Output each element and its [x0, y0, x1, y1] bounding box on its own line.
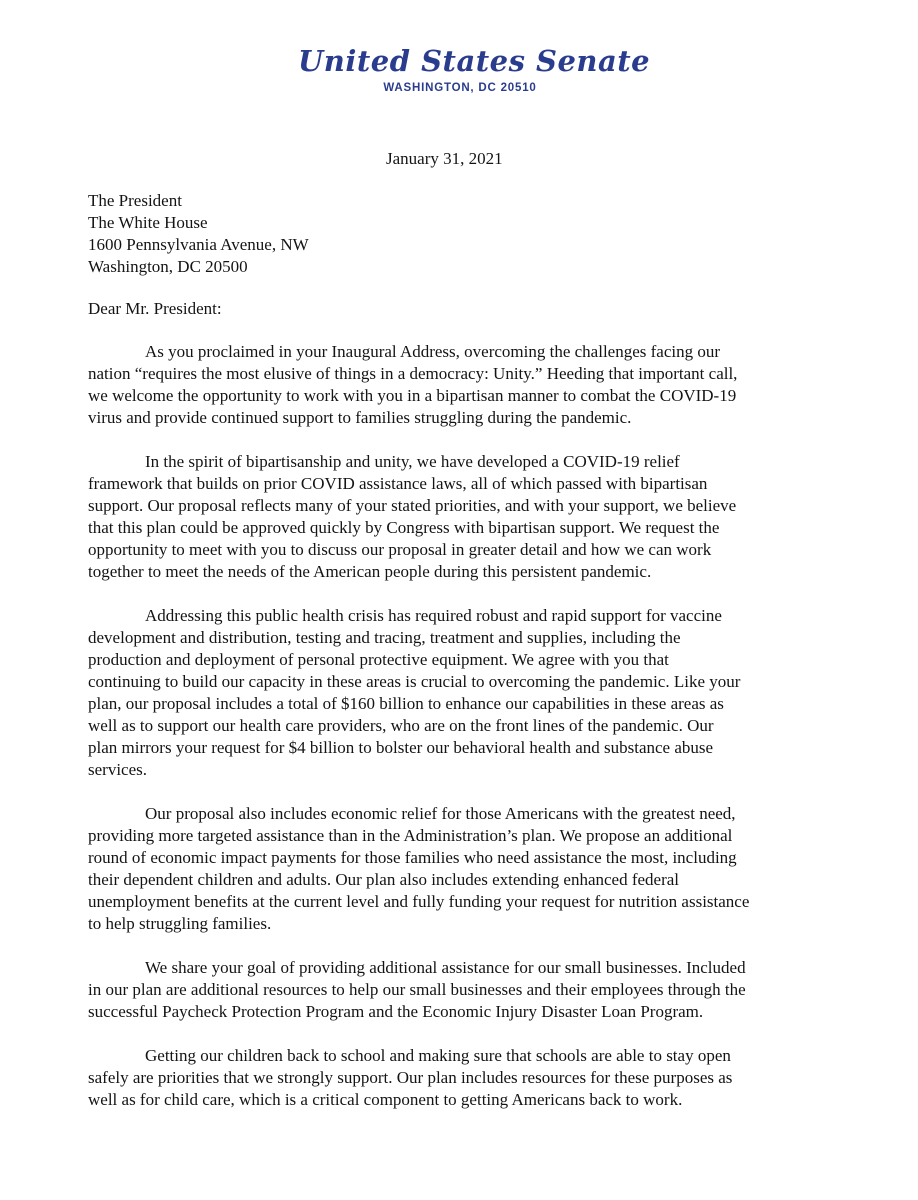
text-line: support. Our proposal reflects many of your stated priorities, and with your support, we believe [88, 496, 737, 515]
text-line: together to meet the needs of the American people during this persistent pandemic. [88, 562, 652, 581]
text-line: that this plan could be approved quickly by Congress with bipartisan support. We request the [88, 518, 720, 537]
paragraph-4 [88, 803, 824, 935]
text-line: In the spirit of bipartisanship and unity, we have developed a COVID-19 relief [145, 452, 680, 471]
text-line: production and deployment of personal protective equipment. We agree with you that [88, 650, 669, 669]
paragraph-5 [88, 957, 824, 1023]
text-line: we welcome the opportunity to work with you in a bipartisan manner to combat the COVID-19 [88, 386, 737, 405]
text-line: development and distribution, testing and tracing, treatment and supplies, including the [88, 628, 681, 647]
letter-body [88, 341, 824, 1133]
recipient-line: Washington, DC 20500 [88, 257, 248, 276]
text-line: to help struggling families. [88, 914, 272, 933]
text-line: safely are priorities that we strongly support. Our plan includes resources for these purposes as [88, 1068, 733, 1087]
text-line: Addressing this public health crisis has required robust and rapid support for vaccine [145, 606, 722, 625]
text-line: well as for child care, which is a critical component to getting Americans back to work. [88, 1090, 683, 1109]
text-line: in our plan are additional resources to help our small businesses and their employees through the [88, 980, 746, 999]
text-line: plan, our proposal includes a total of $160 billion to enhance our capabilities in these areas as [88, 694, 724, 713]
paragraph-2 [88, 451, 824, 583]
text-line: framework that builds on prior COVID assistance laws, all of which passed with bipartisan [88, 474, 708, 493]
recipient-line: The White House [88, 213, 208, 232]
text-line: well as to support our health care providers, who are on the front lines of the pandemic. Our [88, 716, 714, 735]
paragraph-6 [88, 1045, 824, 1111]
text-line: nation “requires the most elusive of things in a democracy: Unity.” Heeding that important call, [88, 364, 738, 383]
text-line: Our proposal also includes economic relief for those Americans with the greatest need, [145, 804, 736, 823]
text-line: round of economic impact payments for those families who need assistance the most, including [88, 848, 737, 867]
recipient-line: The President [88, 191, 182, 210]
senate-letterhead-address: WASHINGTON, DC 20510 [383, 82, 537, 94]
recipient-address [88, 190, 309, 278]
text-line: their dependent children and adults. Our plan also includes extending enhanced federal [88, 870, 680, 889]
text-line: virus and provide continued support to families struggling during the pandemic. [88, 408, 632, 427]
salutation: Dear Mr. President: [88, 299, 222, 318]
letter-date: January 31, 2021 [386, 149, 503, 168]
text-line: Getting our children back to school and making sure that schools are able to stay open [145, 1046, 731, 1065]
text-line: unemployment benefits at the current level and fully funding your request for nutrition assistance [88, 892, 750, 911]
text-line: services. [88, 760, 148, 779]
text-line: opportunity to meet with you to discuss our proposal in greater detail and how we can work [88, 540, 712, 559]
text-line: providing more targeted assistance than in the Administration’s plan. We propose an additional [88, 826, 733, 845]
text-line: continuing to build our capacity in these areas is crucial to overcoming the pandemic. Like your [88, 672, 741, 691]
text-line: We share your goal of providing additional assistance for our small businesses. Included [145, 958, 746, 977]
text-line: As you proclaimed in your Inaugural Address, overcoming the challenges facing our [145, 342, 721, 361]
senate-letterhead-title: United States Senate [298, 44, 651, 78]
recipient-line: 1600 Pennsylvania Avenue, NW [88, 235, 309, 254]
text-line: plan mirrors your request for $4 billion to bolster our behavioral health and substance abuse [88, 738, 714, 757]
paragraph-1 [88, 341, 824, 429]
paragraph-3 [88, 605, 824, 781]
text-line: successful Paycheck Protection Program and the Economic Injury Disaster Loan Program. [88, 1002, 704, 1021]
